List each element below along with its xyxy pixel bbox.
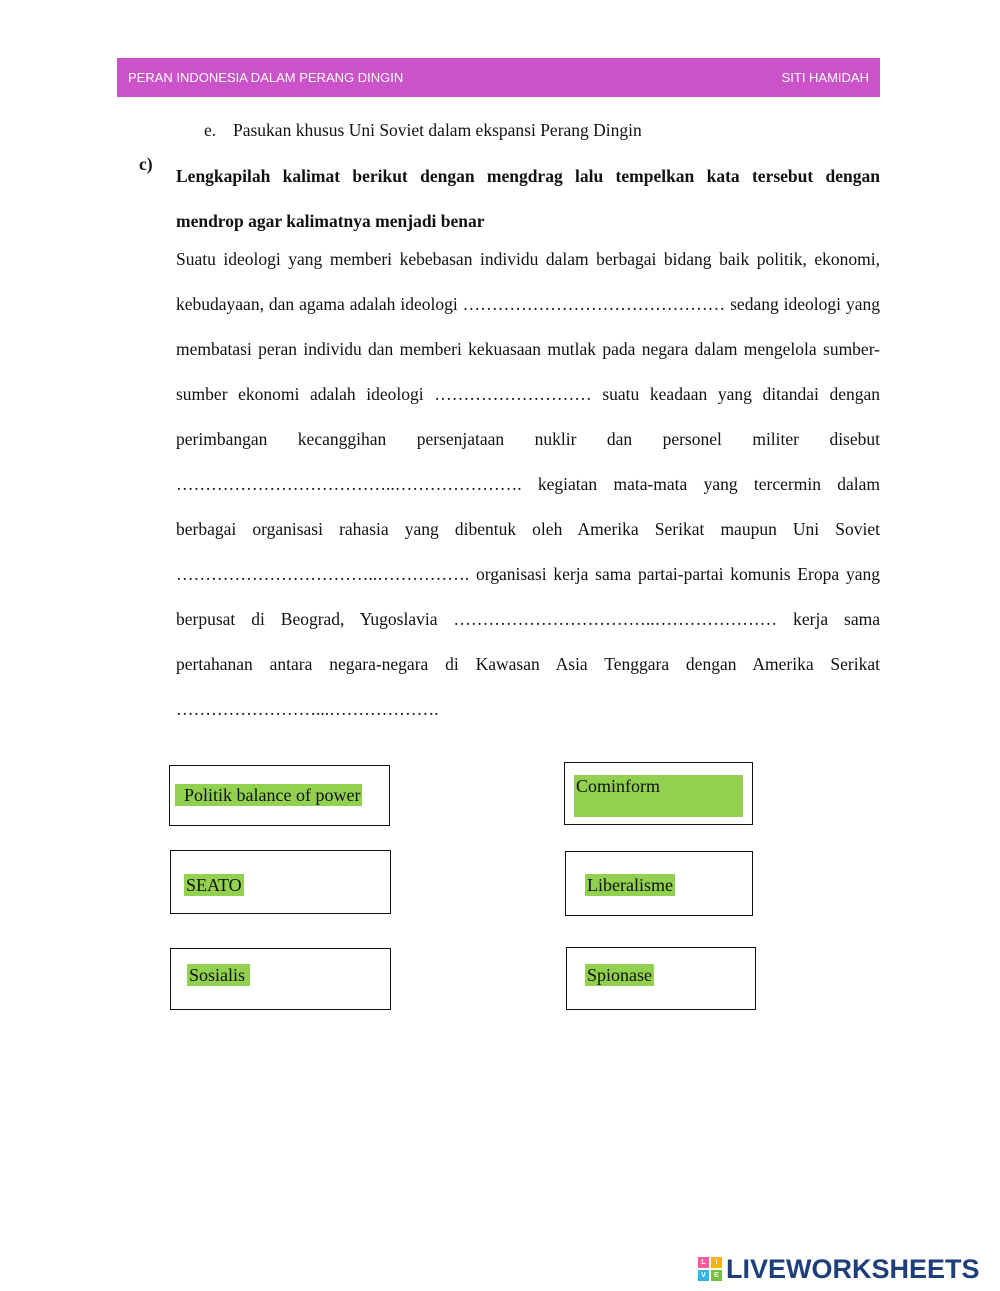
header-title: PERAN INDONESIA DALAM PERANG DINGIN (128, 70, 404, 85)
header-author: SITI HAMIDAH (781, 70, 869, 85)
logo-mark-cell: L (698, 1257, 709, 1268)
section-c-marker: c) (139, 154, 153, 174)
answer-chip-seato[interactable]: SEATO (186, 875, 242, 895)
liveworksheets-logo (698, 1254, 980, 1284)
answer-chip-spionase[interactable]: Spionase (587, 965, 652, 985)
answer-chip-cominform[interactable]: Cominform (574, 775, 743, 817)
page-header (117, 58, 880, 97)
list-item-e (204, 120, 642, 141)
fill-in-paragraph: Suatu ideologi yang memberi kebebasan individu dalam berbagai bidang baik politik, ekonomi, kebudayaan, dan agama adalah ideologi ……………………………………… sedang ideologi yang membatasi peran individu dan memberi kekuasaan mutlak pada negara dalam mengelola sumber-sumber ekonomi adalah ideologi ……………………… suatu keadaan yang ditandai dengan perimbangan kecanggihan persenjataan nuklir dan personel militer disebut ………………………………..…………………. kegiatan mata-mata yang tercermin dalam berbagai organisasi rahasia yang dibentuk oleh Amerika Serikat maupun Uni Soviet ……………………………..……………. organisasi kerja sama partai-partai komunis Eropa yang berpusat di Beograd, Yugoslavia ……………………………..………………… kerja sama pertahanan antara negara-negara di Kawasan Asia Tenggara dengan Amerika Serikat ……………………...………………. (176, 249, 880, 719)
list-marker: e. (204, 120, 217, 140)
answer-chip-sosialis[interactable]: Sosialis (187, 964, 250, 986)
logo-mark-cell: I (711, 1257, 722, 1268)
list-item-text: Pasukan khusus Uni Soviet dalam ekspansi Perang Dingin (233, 120, 642, 140)
answer-chip-liberalisme[interactable]: Liberalisme (587, 875, 673, 895)
logo-text: LIVEWORKSHEETS (726, 1253, 980, 1284)
logo-mark-cell: V (698, 1270, 709, 1281)
section-c-instruction: Lengkapilah kalimat berikut dengan mengdrag lalu tempelkan kata tersebut dengan mendrop agar kalimatnya menjadi benar (176, 166, 880, 231)
logo-mark-icon (698, 1257, 722, 1281)
logo-mark-cell: E (711, 1270, 722, 1281)
answer-chip-politik-balance[interactable]: Politik balance of power (175, 784, 362, 806)
